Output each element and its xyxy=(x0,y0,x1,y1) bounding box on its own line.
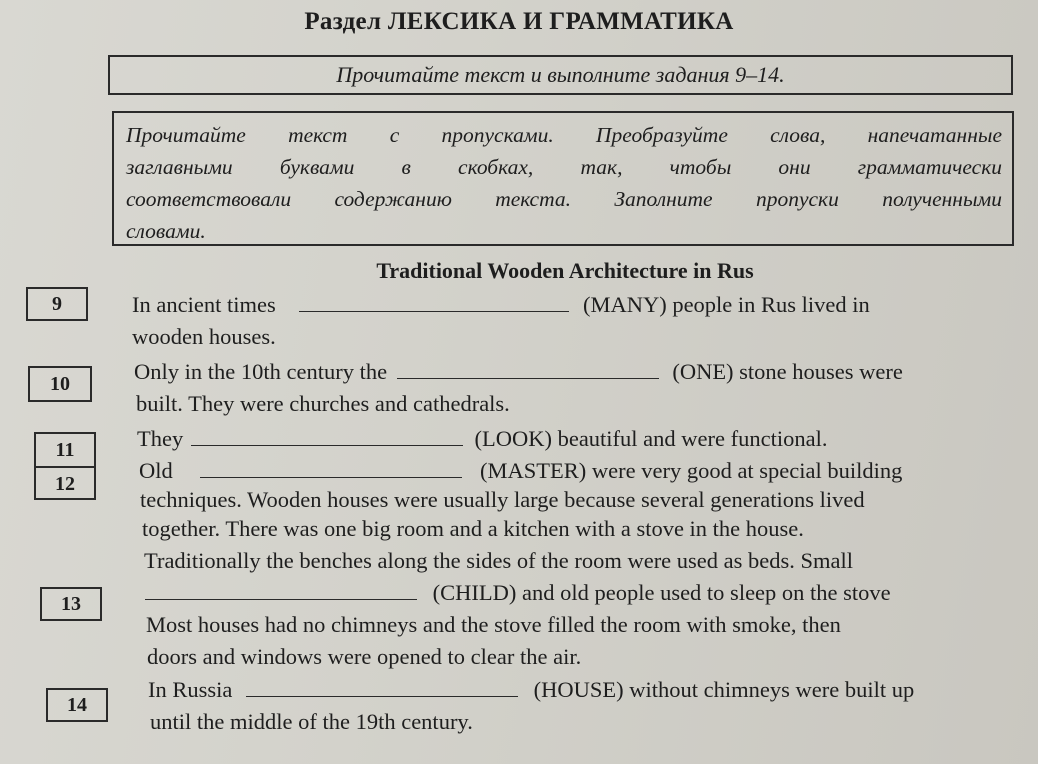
text-fragment: (CHILD) and old people used to sleep on the stove xyxy=(432,580,891,605)
text-fragment: (MANY) people in Rus lived in xyxy=(582,292,870,317)
text-fragment: (LOOK) beautiful and were functional. xyxy=(474,426,828,451)
task-line: Прочитайте текст с пропусками. Преобразуйте слова, напечатанные xyxy=(126,123,1002,147)
task-number-9: 9 xyxy=(26,287,88,321)
task-number-12: 12 xyxy=(36,466,94,500)
task-number-13: 13 xyxy=(40,587,102,621)
answer-blank-10[interactable] xyxy=(397,358,659,379)
instruction-text: Прочитайте текст и выполните задания 9–14. xyxy=(336,62,785,87)
text-fragment: Old xyxy=(139,458,173,483)
text-line-13c: doors and windows were opened to clear the air. xyxy=(147,644,582,669)
text-line-14a xyxy=(148,675,914,705)
text-line-11 xyxy=(137,424,827,454)
text-line-10b: built. They were churches and cathedrals. xyxy=(136,391,510,416)
text-line-9a xyxy=(132,290,870,320)
task-line: словами. xyxy=(126,219,206,243)
instruction-box xyxy=(108,55,1013,95)
task-number-10: 10 xyxy=(28,366,92,402)
text-line-12c: together. There was one big room and a kitchen with a stove in the house. xyxy=(142,516,804,541)
text-fragment: (MASTER) were very good at special building xyxy=(480,458,903,483)
task-description-box xyxy=(112,111,1014,246)
text-fragment: In ancient times xyxy=(132,292,276,317)
text-fragment: In Russia xyxy=(148,677,233,702)
answer-blank-14[interactable] xyxy=(246,676,518,697)
task-number-14: 14 xyxy=(46,688,108,722)
answer-blank-12[interactable] xyxy=(200,457,462,478)
answer-blank-9[interactable] xyxy=(299,291,569,312)
text-line-13b: Most houses had no chimneys and the stove filled the room with smoke, then xyxy=(146,612,841,637)
text-line-14b: until the middle of the 19th century. xyxy=(150,709,473,734)
text-line-12b: techniques. Wooden houses were usually large because several generations lived xyxy=(140,487,865,512)
text-line-12a xyxy=(139,456,902,486)
answer-blank-11[interactable] xyxy=(191,425,463,446)
task-line: соответствовали содержанию текста. Заполните пропуски полученными xyxy=(126,187,1002,211)
text-line-13a xyxy=(145,578,891,608)
text-line-12d: Traditionally the benches along the sides of the room were used as beds. Small xyxy=(144,548,854,573)
text-fragment: (ONE) stone houses were xyxy=(672,359,903,384)
section-title: Раздел ЛЕКСИКА И ГРАММАТИКА xyxy=(304,8,734,35)
task-line: заглавными буквами в скобках, так, чтобы они грамматически xyxy=(126,155,1002,179)
text-line-10a xyxy=(134,357,903,387)
text-title: Traditional Wooden Architecture in Rus xyxy=(376,258,754,283)
text-fragment: Only in the 10th century the xyxy=(134,359,388,384)
text-fragment: They xyxy=(137,426,184,451)
answer-blank-13[interactable] xyxy=(145,579,417,600)
task-number-11: 11 xyxy=(55,438,75,461)
text-line-9b: wooden houses. xyxy=(132,324,276,349)
text-fragment: (HOUSE) without chimneys were built up xyxy=(533,677,915,702)
task-number-stack-11-12 xyxy=(34,432,96,500)
